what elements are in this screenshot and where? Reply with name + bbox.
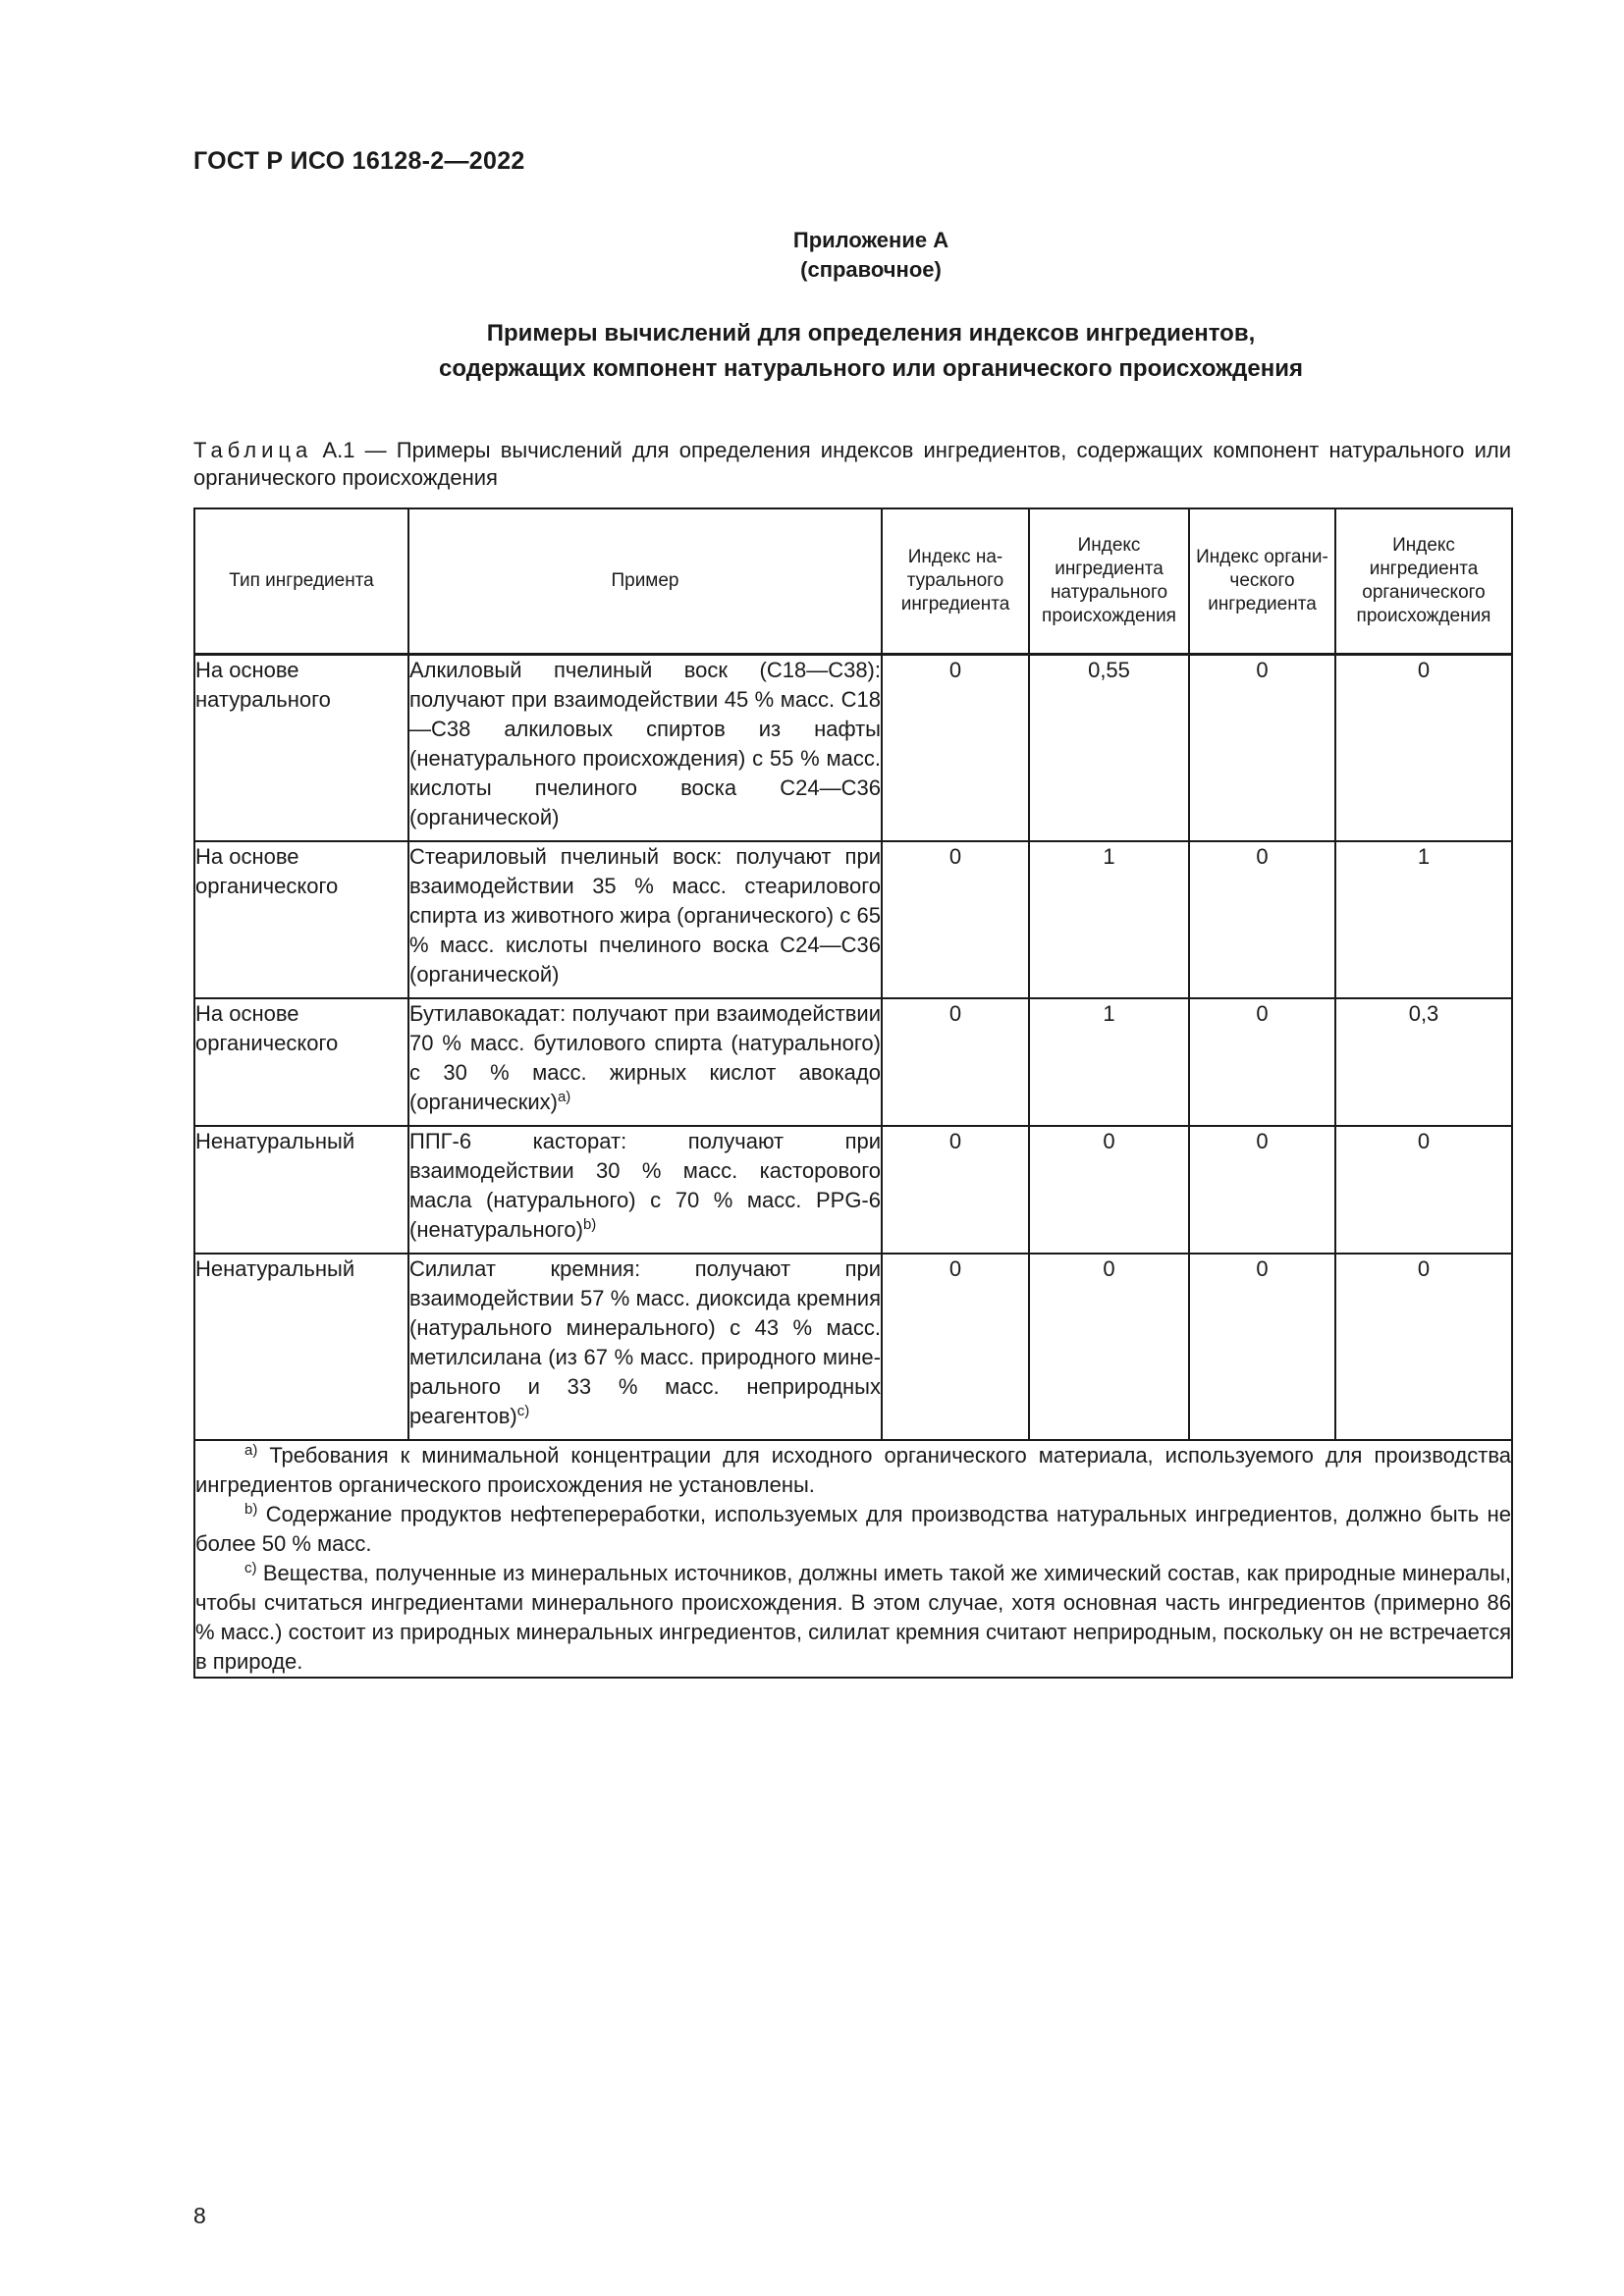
cell-organic-index: 0	[1189, 998, 1335, 1126]
cell-example	[408, 1126, 882, 1254]
cell-natural-origin-index: 0	[1029, 1126, 1189, 1254]
table-row	[194, 841, 1512, 998]
table-caption	[193, 437, 1511, 492]
annex-type: (справочное)	[800, 257, 942, 282]
cell-organic-origin-index: 0	[1335, 1126, 1512, 1254]
footnote-mark: а)	[557, 1089, 571, 1105]
cell-ingredient-type: На основе органического	[194, 998, 408, 1126]
table-caption-text: А.1 — Примеры вычислений для определения индексов ингредиентов, содержащих компонент натурального или органического происхождения	[193, 438, 1511, 490]
header-natural-origin-index: Индекс ингредиента натурального происхождения	[1029, 508, 1189, 655]
cell-organic-index: 0	[1189, 1126, 1335, 1254]
note-mark: с)	[244, 1560, 257, 1576]
example-text: ППГ-6 касторат: получают при взаимодействии 30 % масс. касторового масла (натурального) с 70 % масс. PPG-6 (ненатурального)	[409, 1129, 881, 1242]
header-natural-index: Индекс натурального ингредиента	[882, 508, 1029, 655]
table-header-row	[194, 508, 1512, 655]
table-note	[195, 1559, 1511, 1677]
table-row	[194, 998, 1512, 1126]
example-text: Стеариловый пчелиный воск: получают при взаимодействии 35 % масс. стеарилового спирта из животного жира (органического) с 65 % масс. кислоты пчелиного воска С24—С36 (органической)	[409, 844, 881, 987]
cell-organic-index: 0	[1189, 841, 1335, 998]
cell-example	[408, 998, 882, 1126]
header-ingredient-type: Тип ингредиента	[194, 508, 408, 655]
note-text: Требования к минимальной концентрации для исходного органического материала, используемого для производства ингредиентов органического происхождения не установлены.	[195, 1443, 1511, 1497]
cell-organic-index: 0	[1189, 655, 1335, 842]
table-row	[194, 1254, 1512, 1440]
example-text: Силилат кремния: получают при взаимодействии 57 % масс. диоксида кремния (натурального минерального) с 43 % масс. метилсилана (из 67 % масс. природного минерального и 33 % масс. неприродных реагентов)	[409, 1256, 881, 1428]
cell-natural-origin-index: 1	[1029, 841, 1189, 998]
main-title-line-2: содержащих компонент натурального или органического происхождения	[439, 355, 1303, 382]
cell-ingredient-type: Ненатуральный	[194, 1126, 408, 1254]
table-row	[194, 655, 1512, 842]
cell-natural-index: 0	[882, 1254, 1029, 1440]
cell-example	[408, 841, 882, 998]
annex-heading	[0, 226, 1624, 285]
cell-organic-origin-index: 1	[1335, 841, 1512, 998]
cell-ingredient-type: Ненатуральный	[194, 1254, 408, 1440]
header-organic-origin-index: Индекс ингредиента органического происхождения	[1335, 508, 1512, 655]
cell-natural-origin-index: 1	[1029, 998, 1189, 1126]
cell-natural-index: 0	[882, 1126, 1029, 1254]
note-mark: b)	[244, 1501, 258, 1518]
cell-organic-origin-index: 0,3	[1335, 998, 1512, 1126]
table-row	[194, 1126, 1512, 1254]
example-text: Бутилавокадат: получают при взаимодействии 70 % масс. бутилового спирта (натурального) с 30 % масс. жирных кислот авокадо (органических)	[409, 1001, 881, 1114]
cell-ingredient-type: На основе натурального	[194, 655, 408, 842]
example-text: Алкиловый пчелиный воск (С18—С38): получают при взаимодействии 45 % масс. С18—С38 алкиловых спиртов из нафты (ненатурального происхождения) с 55 % масс. кислоты пчелиного воска С24—С36 (органической)	[409, 658, 881, 829]
note-mark: а)	[244, 1442, 258, 1459]
page-number: 8	[193, 2203, 206, 2228]
cell-example	[408, 655, 882, 842]
table-note	[195, 1441, 1511, 1500]
document-code: ГОСТ Р ИСО 16128-2—2022	[193, 147, 525, 175]
table-caption-label: Таблица	[193, 438, 313, 462]
table-notes	[194, 1440, 1512, 1678]
cell-organic-index: 0	[1189, 1254, 1335, 1440]
note-text: Вещества, полученные из минеральных источников, должны иметь такой же химический состав, как природные минералы, чтобы считаться ингредиентами минерального происхождения. В этом случае, хотя основная часть ингредиентов (примерно 86 % масс.) состоит из природных минеральных ингредиентов, силилат кремния считают неприродным, поскольку он не встречается в природе.	[195, 1561, 1511, 1674]
cell-natural-index: 0	[882, 841, 1029, 998]
header-example: Пример	[408, 508, 882, 655]
main-title-line-1: Примеры вычислений для определения индексов ингредиентов,	[486, 320, 1256, 347]
table-notes-row	[194, 1440, 1512, 1678]
cell-natural-index: 0	[882, 655, 1029, 842]
footnote-mark: b)	[582, 1216, 597, 1233]
cell-organic-origin-index: 0	[1335, 655, 1512, 842]
cell-organic-origin-index: 0	[1335, 1254, 1512, 1440]
note-text: Содержание продуктов нефтепереработки, используемых для производства натуральных ингредиентов, должно быть не более 50 % масс.	[195, 1502, 1511, 1556]
cell-natural-index: 0	[882, 998, 1029, 1126]
annex-title: Приложение А	[792, 228, 949, 252]
cell-natural-origin-index: 0	[1029, 1254, 1189, 1440]
table-note	[195, 1500, 1511, 1559]
cell-example	[408, 1254, 882, 1440]
header-organic-index: Индекс органического ингредиента	[1189, 508, 1335, 655]
ingredients-table	[193, 507, 1513, 1679]
cell-natural-origin-index: 0,55	[1029, 655, 1189, 842]
cell-ingredient-type: На основе органического	[194, 841, 408, 998]
main-title	[0, 316, 1624, 387]
footnote-mark: с)	[516, 1403, 530, 1419]
